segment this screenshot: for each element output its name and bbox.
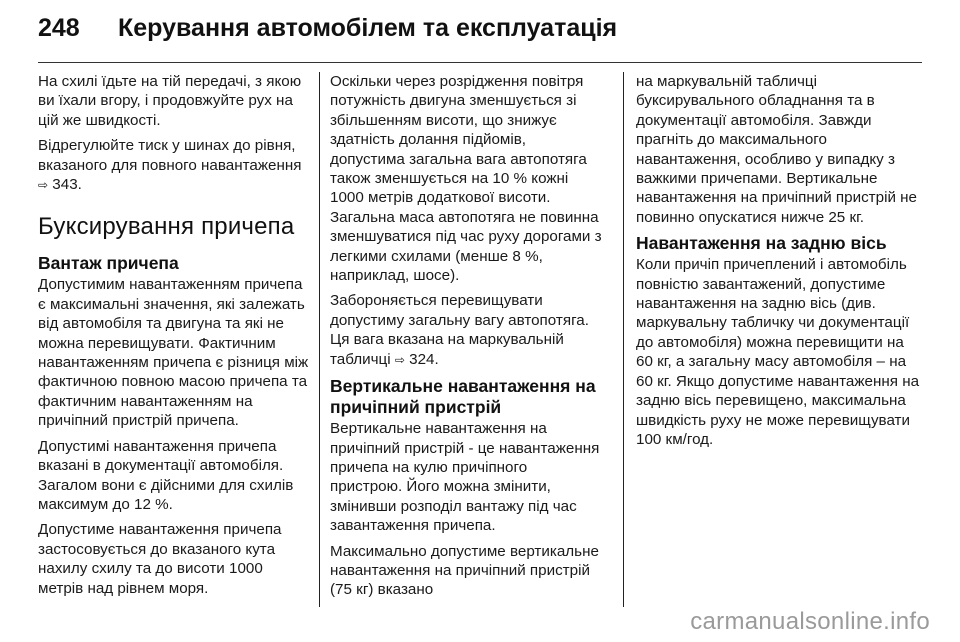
column-2 xyxy=(330,72,602,606)
paragraph-tyre-pressure xyxy=(38,136,310,195)
subheading-rear-axle-load: Навантаження на задню вісь xyxy=(636,233,887,254)
arrow-ref-icon: ⇨ xyxy=(38,178,49,193)
subheading-trailer-load: Вантаж причепа xyxy=(38,253,179,274)
column-3 xyxy=(636,72,920,455)
subheading-vertical-load: Вертикальне навантаження на причіпний пристрій xyxy=(330,376,596,418)
watermark: carmanualsonline.info xyxy=(690,608,930,635)
section-heading-trailer-towing: Буксирування причепа xyxy=(38,213,295,241)
paragraph-trailer-load-docs: Допустимі навантаження причепа вказані в документації автомобіля. Загалом вони є дійсними для схилів максимум до 12 %. xyxy=(38,437,294,513)
paragraph-trailer-load-definition: Допустимим навантаженням причепа є максимальні значення, які залежать від автомобіля та двигуна та які не можна перевищувати. Фактичним навантаженням причепа є різниця між фактичною повною масою причепа та фактичним навантаженням на причіпний пристрій причепа. xyxy=(38,276,309,430)
page-ref-link[interactable]: 343. xyxy=(52,176,82,194)
paragraph-total-weight xyxy=(330,291,602,370)
paragraph-vertical-load-plate: на маркувальній табличці буксирувального обладнання та в документації автомобіля. Завжди прагніть до максимального навантаження, особливо у випадку з важкими причепами. Вертикальне навантаження на причіпний пристрій не повинно опускатися нижче 25 кг. xyxy=(636,73,917,226)
arrow-ref-icon: ⇨ xyxy=(394,352,405,367)
page-header xyxy=(0,0,960,58)
header-rule xyxy=(38,62,922,63)
paragraph-rear-axle-load: Коли причіп причеплений і автомобіль повністю завантажений, допустиме навантаження на задню вісь (див. маркувальну табличку чи документації до автомобіля) можна перевищити на 60 кг, а загальну масу автомобіля – на 60 кг. Якщо допустиме навантаження на задню вісь перевищено, максимальна швидкість руху не може перевищувати 100 км/год. xyxy=(636,256,920,448)
page-ref-link[interactable]: 324. xyxy=(409,350,439,368)
column-divider-1 xyxy=(319,72,320,607)
paragraph-altitude-reduction: Оскільки через розрідження повітря потужність двигуна зменшується зі збільшенням висоти, що знижує здатність долання підйомів, допустима загальна вага автопотяга також зменшується на 10 % кожні 1000 метрів додаткової висоти. Загальна маса автопотяга не повинна зменшуватися під час руху дорогами з легкими схилами (менше 8 %, наприклад, шосе). xyxy=(330,73,602,285)
paragraph-vertical-load-definition: Вертикальне навантаження на причіпний пристрій - це навантаження причепа на кулю причіпного пристрою. Його можна змінити, змінивши розподіл вантажу під час завантаження причепа. xyxy=(330,420,600,535)
paragraph-trailer-load-altitude: Допустиме навантаження причепа застосовується до вказаного кута нахилу схилу та до висоти 1000 метрів над рівнем моря. xyxy=(38,521,282,597)
page-title: Керування автомобілем та експлуатація xyxy=(118,14,618,42)
column-divider-2 xyxy=(623,72,624,607)
page-number: 248 xyxy=(38,14,80,42)
paragraph-vertical-load-max: Максимально допустиме вертикальне навантаження на причіпний пристрій (75 кг) вказано xyxy=(330,542,599,599)
paragraph-downhill-gear: На схилі їдьте на тій передачі, з якою ви їхали вгору, і продовжуйте рух на цій же швидкості. xyxy=(38,73,302,129)
total-weight-text: Забороняється перевищувати допустиму загальну вагу автопотяга. Ця вага вказана на маркувальній табличці xyxy=(330,292,589,368)
tyre-pressure-text: Відрегулюйте тиск у шинах до рівня, вказаного для повного навантаження xyxy=(38,137,302,174)
column-1 xyxy=(38,72,310,604)
